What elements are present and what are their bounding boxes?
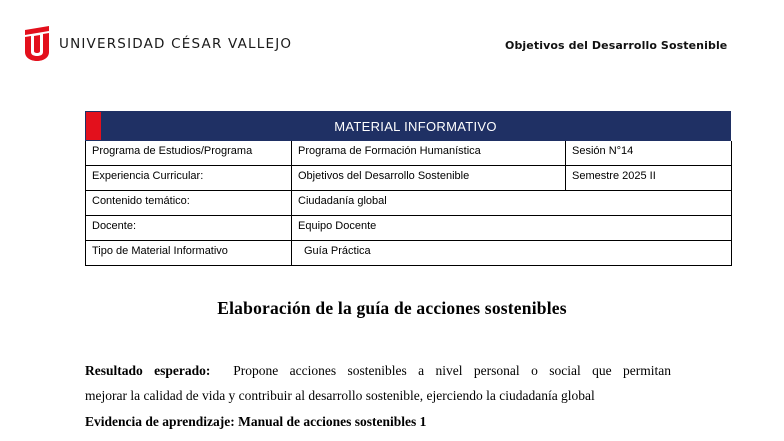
learning-evidence-text: Evidencia de aprendizaje: Manual de acciones sostenibles 1: [85, 414, 427, 429]
expected-result-line1: [85, 358, 671, 383]
learning-evidence: [85, 409, 671, 434]
table-cell-label: Contenido temático:: [86, 191, 292, 216]
expected-result-label: Resultado esperado:: [85, 363, 211, 378]
table-cell-value: Objetivos del Desarrollo Sostenible: [292, 166, 566, 191]
table-cell-label: Tipo de Material Informativo: [86, 241, 292, 266]
table-cell-extra: Sesión N°14: [566, 141, 732, 166]
table-cell-value: Ciudadanía global: [292, 191, 732, 216]
expected-result-text: Propone acciones sostenibles a nivel personal o social que permitan: [233, 363, 671, 378]
document-title: Elaboración de la guía de acciones sostenibles: [217, 298, 567, 318]
table-cell-label: Docente:: [86, 216, 292, 241]
university-name: UNIVERSIDAD CÉSAR VALLEJO: [59, 36, 293, 52]
table-grid: [85, 141, 731, 266]
table-cell-value: Guía Práctica: [292, 241, 732, 266]
course-header-title: Objetivos del Desarrollo Sostenible: [505, 39, 728, 52]
university-logo: [23, 24, 292, 62]
table-cell-extra: Semestre 2025 II: [566, 166, 732, 191]
table-cell-label: Programa de Estudios/Programa: [86, 141, 292, 166]
material-info-table: [85, 111, 731, 266]
table-cell-label: Experiencia Curricular:: [86, 166, 292, 191]
table-cell-value: Equipo Docente: [292, 216, 732, 241]
table-title: MATERIAL INFORMATIVO: [334, 118, 497, 134]
red-accent-marker: [86, 112, 101, 140]
ucv-logo-icon: [23, 24, 51, 62]
table-cell-value: Programa de Formación Humanística: [292, 141, 566, 166]
table-title-band: [85, 111, 731, 141]
expected-result-line2: mejorar la calidad de vida y contribuir al desarrollo sostenible, ejerciendo la ciudadanía global: [85, 388, 595, 403]
